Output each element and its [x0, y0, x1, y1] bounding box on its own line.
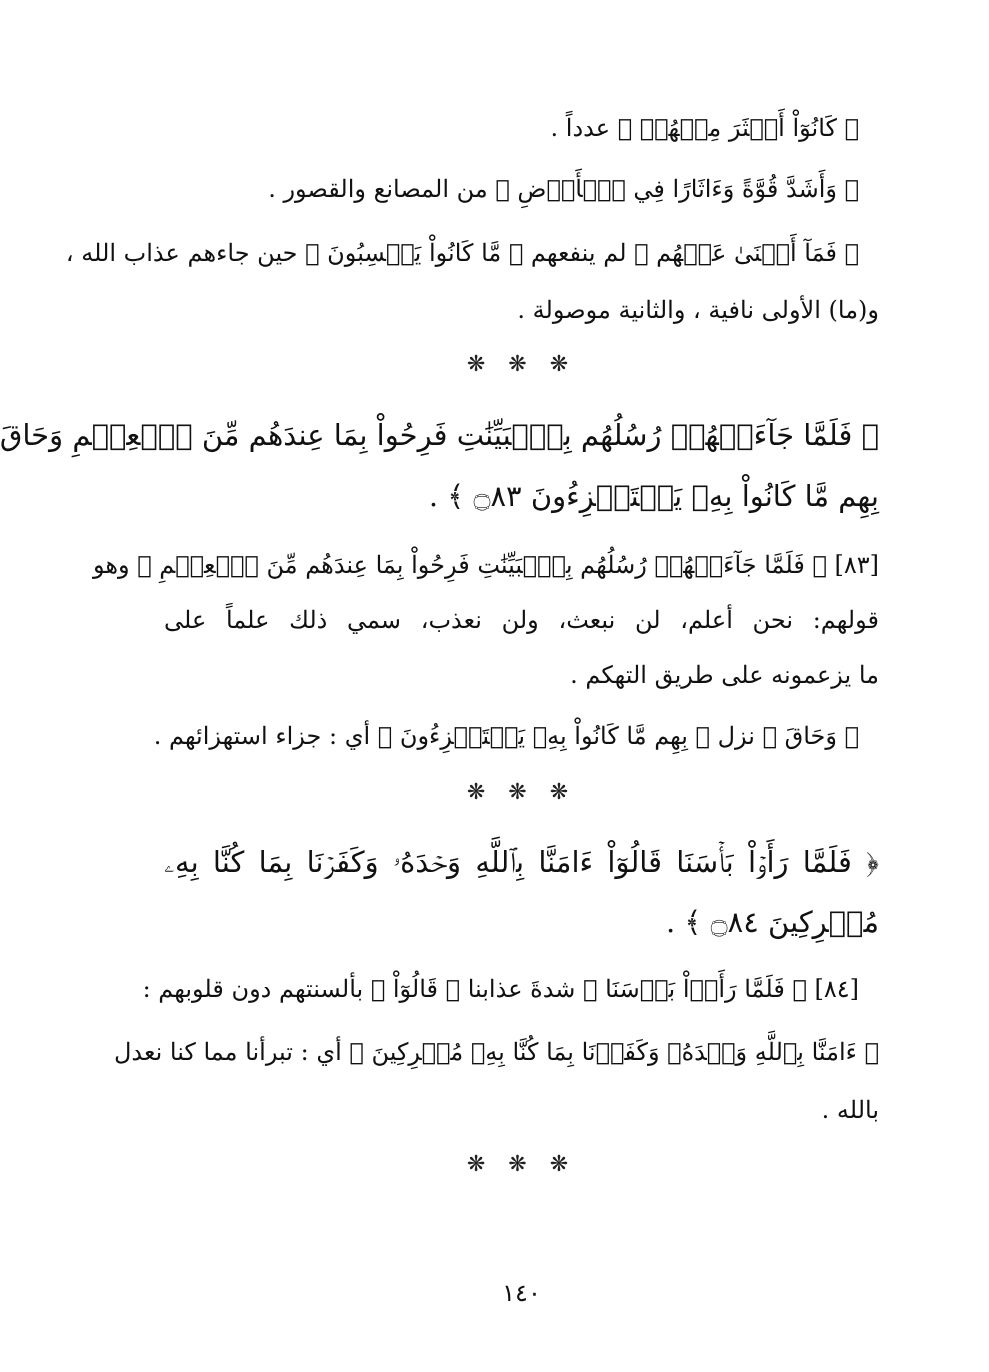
verse-84-line-1: ﴿ فَلَمَّا رَأَوۡاْ بَأۡسَنَا قَالُوٓاْ ءَامَنَّا بِٱللَّهِ وَحۡدَهُۥ وَكَفَرۡنَا بِمَا كُنَّا بِهِۦ [164, 845, 879, 879]
commentary-84-line-3: بالله . [821, 1096, 879, 1124]
page-number: ١٤٠ [502, 1279, 541, 1307]
commentary-83-line-1: [٨٣] ﴿ فَلَمَّا جَآءَتۡهُمۡ رُسُلُهُم بِٱلۡبَيِّنَٰتِ فَرِحُواْ بِمَا عِندَهُم مِّنَ ٱلۡعِلۡمِ ﴾ وهو [92, 551, 879, 579]
section-separator-3: ❋ ❋ ❋ [466, 1152, 577, 1177]
commentary-83-line-2: قولهم: نحن أعلم، لن نبعث، ولن نعذب، سمي ذلك علماً على [164, 606, 879, 634]
commentary-83-line-3: ما يزعمونه على طريق التهكم . [570, 661, 879, 689]
text-line-1: ﴿ كَانُوٓاْ أَكۡثَرَ مِنۡهُمۡ ﴾ عدداً . [550, 114, 859, 142]
commentary-84-line-1: [٨٤] ﴿ فَلَمَّا رَأَوۡاْ بَأۡسَنَا ﴾ شدةَ عذابنا ﴿ قَالُوٓاْ ﴾ بألسنتهم دون قلوبهم : [142, 975, 859, 1003]
verse-83-line-1: ﴿ فَلَمَّا جَآءَتۡهُمۡ رُسُلُهُم بِٱلۡبَيِّنَٰتِ فَرِحُواْ بِمَا عِندَهُم مِّنَ ٱلۡعِلۡمِ وَحَاقَ [0, 418, 879, 452]
section-separator-2: ❋ ❋ ❋ [466, 780, 577, 805]
verse-83-line-2: بِهِم مَّا كَانُواْ بِهِۦ يَسۡتَهۡزِءُونَ ۝٨٣ ﴾ . [428, 479, 879, 513]
section-separator-1: ❋ ❋ ❋ [466, 352, 577, 377]
commentary-84-line-2: ﴿ ءَامَنَّا بِٱللَّهِ وَحۡدَهُۥ وَكَفَرۡنَا بِمَا كُنَّا بِهِۦ مُشۡرِكِينَ ﴾ أي : تبرأنا مما كنا نعدل [113, 1038, 879, 1066]
text-line-2: ﴿ وَأَشَدَّ قُوَّةً وَءَاثَارًا فِي ٱلۡأَرۡضِ ﴾ من المصانع والقصور . [268, 175, 859, 203]
text-line-3: ﴿ فَمَآ أَغۡنَىٰ عَنۡهُم ﴾ لم ينفعهم ﴿ مَّا كَانُواْ يَكۡسِبُونَ ﴾ حين جاءهم عذاب الله ، [65, 239, 859, 267]
verse-84-line-2: مُشۡرِكِينَ ۝٨٤ ﴾ . [665, 905, 879, 939]
text-line-4: و(ما) الأولى نافية ، والثانية موصولة . [517, 296, 879, 324]
commentary-83-line-4: ﴿ وَحَاقَ ﴾ نزل ﴿ بِهِم مَّا كَانُواْ بِهِۦ يَسۡتَهۡزِءُونَ ﴾ أي : جزاء استهزائهم . [153, 722, 859, 750]
